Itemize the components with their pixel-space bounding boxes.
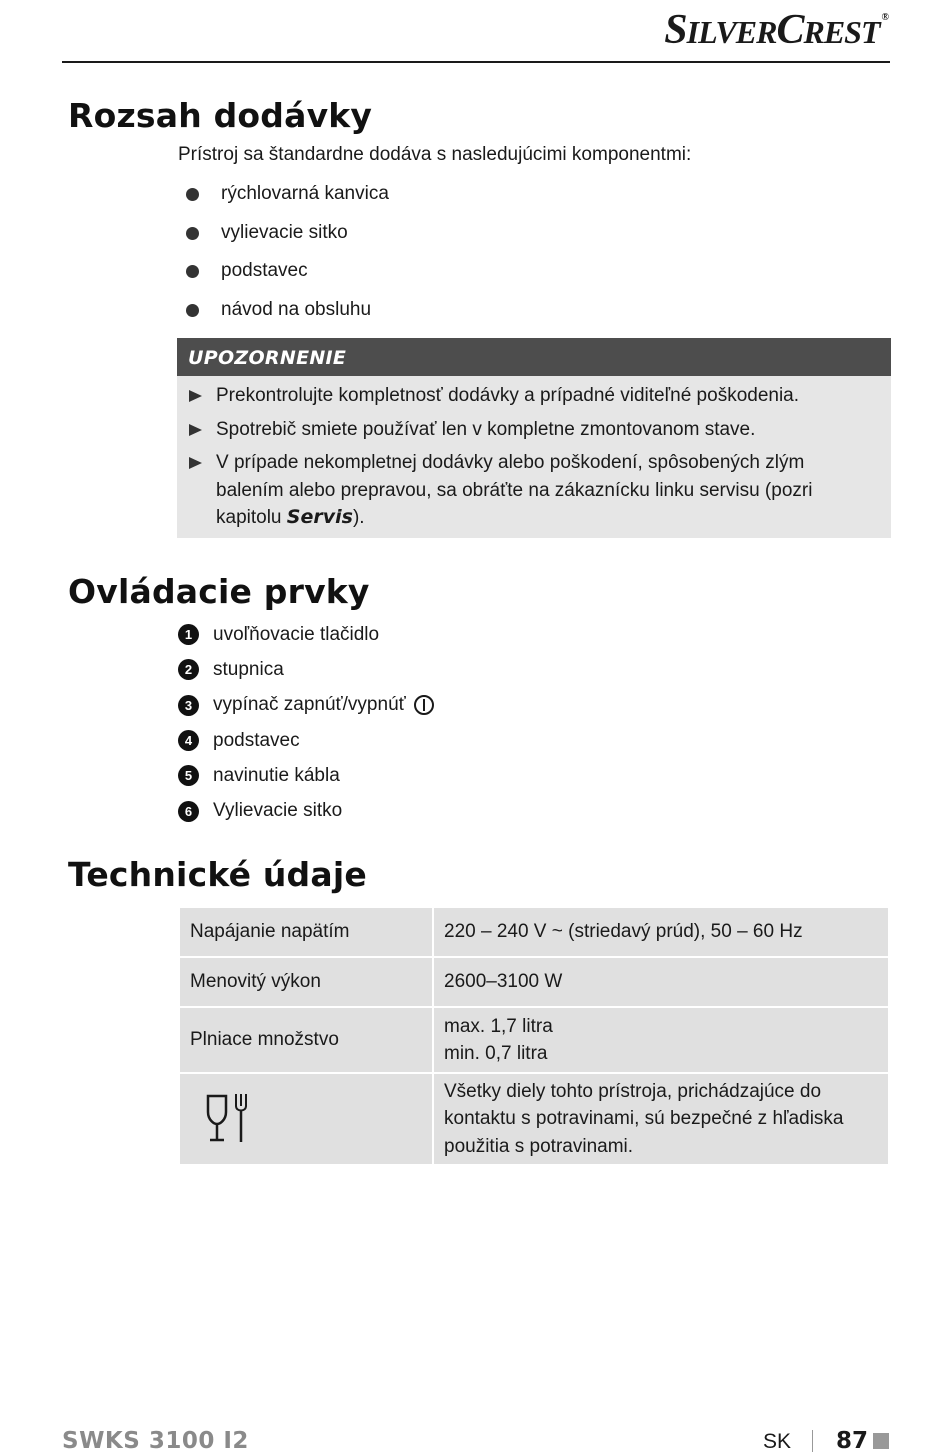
notice-heading: UPOZORNENIE bbox=[177, 338, 891, 376]
list-item: Spotrebič smiete používať len v kompletne zmontovanom stave. bbox=[177, 416, 891, 444]
page-number: 87 bbox=[836, 1428, 869, 1454]
list-item: 2 stupnica bbox=[178, 652, 434, 687]
number-badge: 2 bbox=[178, 659, 199, 680]
power-symbol-icon bbox=[414, 695, 434, 715]
footer-model: SWKS 3100 I2 bbox=[62, 1428, 249, 1454]
table-row bbox=[179, 1073, 889, 1165]
list-item: 6 Vylievacie sitko bbox=[178, 793, 434, 828]
list-item: rýchlovarná kanvica bbox=[178, 181, 389, 220]
notice-list bbox=[177, 376, 891, 532]
scope-list bbox=[178, 181, 389, 335]
bullet-icon bbox=[186, 304, 199, 317]
list-item: 3 vypínač zapnúť/vypnúť bbox=[178, 688, 434, 723]
list-item: podstavec bbox=[178, 258, 389, 297]
controls-title: Ovládacie prvky bbox=[68, 572, 370, 611]
table-cell: 220 – 240 V ~ (striedavý prúd), 50 – 60 Hz bbox=[433, 907, 889, 957]
food-safe-glass-fork-icon bbox=[204, 1092, 252, 1146]
bullet-icon bbox=[186, 265, 199, 278]
table-row bbox=[179, 907, 889, 957]
arrow-right-icon bbox=[189, 424, 202, 436]
table-cell: Napájanie napätím bbox=[179, 907, 433, 957]
scope-intro: Prístroj sa štandardne dodáva s nasledujúcimi komponentmi: bbox=[178, 144, 692, 165]
brand-logo: SILVERCREST ® bbox=[664, 7, 888, 53]
footer-language: SK bbox=[763, 1430, 792, 1453]
bullet-icon bbox=[186, 227, 199, 240]
arrow-right-icon bbox=[189, 390, 202, 402]
table-row bbox=[179, 1007, 889, 1073]
service-reference: Servis bbox=[286, 506, 353, 528]
scope-title: Rozsah dodávky bbox=[68, 96, 373, 135]
number-badge: 3 bbox=[178, 695, 199, 716]
number-badge: 5 bbox=[178, 765, 199, 786]
tech-title: Technické údaje bbox=[68, 855, 367, 894]
list-item: 4 podstavec bbox=[178, 723, 434, 758]
list-item: 5 navinutie kábla bbox=[178, 758, 434, 793]
number-badge: 6 bbox=[178, 801, 199, 822]
number-badge: 4 bbox=[178, 730, 199, 751]
table-cell: Plniace množstvo bbox=[179, 1007, 433, 1073]
list-item: vylievacie sitko bbox=[178, 220, 389, 259]
arrow-right-icon bbox=[189, 457, 202, 469]
list-item: 1 uvoľňovacie tlačidlo bbox=[178, 617, 434, 652]
table-cell bbox=[179, 1073, 433, 1165]
table-row bbox=[179, 957, 889, 1007]
table-cell: Menovitý výkon bbox=[179, 957, 433, 1007]
header-rule bbox=[62, 61, 890, 63]
table-cell: 2600–3100 W bbox=[433, 957, 889, 1007]
table-cell: Všetky diely tohto prístroja, prichádzajúce do kontaktu s potravinami, sú bezpečné z hľadiska použitia s potravinami. bbox=[433, 1073, 889, 1165]
footer-separator bbox=[812, 1430, 813, 1452]
number-badge: 1 bbox=[178, 624, 199, 645]
table-cell: max. 1,7 litra min. 0,7 litra bbox=[433, 1007, 889, 1073]
footer-square-icon bbox=[873, 1433, 889, 1449]
controls-list bbox=[178, 617, 434, 829]
bullet-icon bbox=[186, 188, 199, 201]
tech-table bbox=[178, 906, 890, 1166]
list-item: Prekontrolujte kompletnosť dodávky a prípadné viditeľné poškodenia. bbox=[177, 382, 891, 410]
list-item: návod na obsluhu bbox=[178, 297, 389, 336]
list-item: V prípade nekompletnej dodávky alebo poškodení, spôsobených zlým balením alebo prepravou, sa obráťte na zákaznícku linku servisu (pozri kapitolu Servis). bbox=[177, 449, 891, 532]
notice-box bbox=[177, 338, 891, 538]
